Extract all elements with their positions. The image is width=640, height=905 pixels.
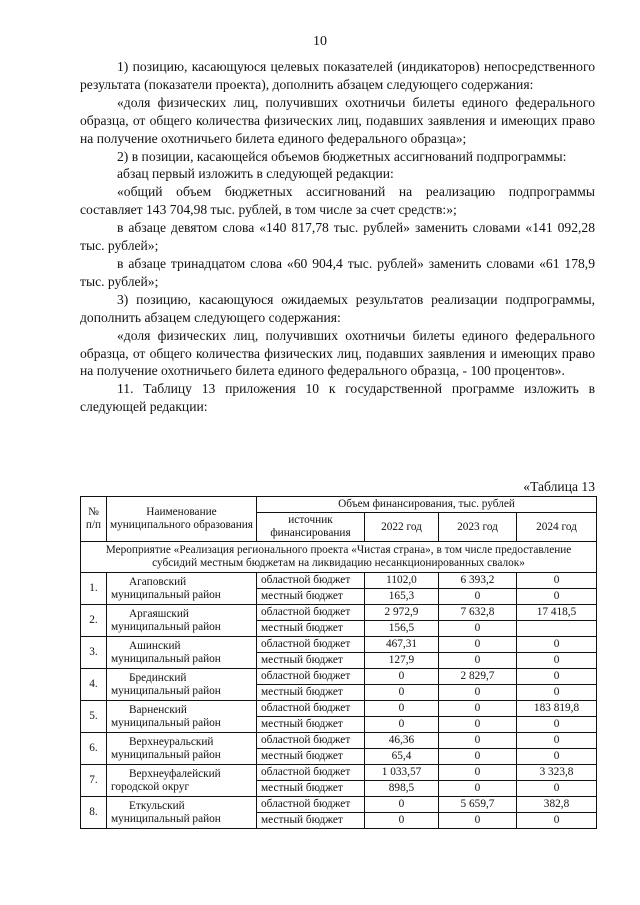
row-number: 6. — [81, 733, 107, 765]
value-2022: 1 033,57 — [365, 765, 439, 781]
municipality-name-line1: Еткульский — [129, 799, 185, 812]
header-source: источник финансирования — [257, 513, 365, 542]
value-2023: 2 829,7 — [439, 669, 517, 685]
funding-source: областной бюджет — [257, 765, 365, 781]
value-2024: 0 — [517, 573, 597, 589]
row-number: 2. — [81, 605, 107, 637]
table-row — [81, 669, 597, 685]
paragraph: в абзаце тринадцатом слова «60 904,4 тыс. рублей» заменить словами «61 178,9 тыс. рублей»; — [80, 255, 595, 289]
value-2024: 17 418,5 — [517, 605, 597, 621]
municipality-name — [107, 669, 257, 701]
funding-source: областной бюджет — [257, 733, 365, 749]
value-2022: 0 — [365, 813, 439, 829]
paragraph: 1) позицию, касающуюся целевых показателей (индикаторов) непосредственного результата (показатели проекта), дополнить абзацем следующего содержания: — [80, 59, 595, 92]
value-2022: 46,36 — [365, 733, 439, 749]
value-2024: 0 — [517, 749, 597, 765]
row-number: 7. — [81, 765, 107, 797]
value-2022: 2 972,9 — [365, 605, 439, 621]
value-2023: 5 659,7 — [439, 797, 517, 813]
value-2023: 0 — [439, 701, 517, 717]
value-2024: 0 — [517, 589, 597, 605]
municipality-name-line2: муниципальный район — [111, 716, 221, 729]
value-2022: 156,5 — [365, 621, 439, 637]
value-2024: 0 — [517, 717, 597, 733]
value-2023: 0 — [439, 733, 517, 749]
funding-source: областной бюджет — [257, 669, 365, 685]
funding-source: местный бюджет — [257, 749, 365, 765]
value-2022: 0 — [365, 717, 439, 733]
header-num: № п/п — [81, 497, 107, 542]
municipality-name-line2: муниципальный район — [111, 588, 221, 601]
value-2023: 0 — [439, 653, 517, 669]
value-2022: 65,4 — [365, 749, 439, 765]
value-2022: 467,31 — [365, 637, 439, 653]
paragraph: 2) в позиции, касающейся объемов бюджетных ассигнований подпрограммы: — [117, 148, 567, 164]
value-2022: 165,3 — [365, 589, 439, 605]
header-name: Наименование муниципального образования — [107, 497, 257, 542]
header-2023: 2023 год — [439, 513, 517, 542]
funding-source: областной бюджет — [257, 701, 365, 717]
value-2024: 0 — [517, 685, 597, 701]
paragraph: «доля физических лиц, получивших охотничьи билеты единого федерального образца, от общего количества физических лиц, подавших заявления и имеющих право на получение охотничьего билета единого федерального образца»; — [80, 94, 595, 146]
paragraph: абзац первый изложить в следующей редакции: — [117, 166, 394, 182]
municipality-name-line1: Верхнеуфалейский — [129, 767, 221, 780]
municipality-name — [107, 701, 257, 733]
funding-source: местный бюджет — [257, 589, 365, 605]
funding-source: местный бюджет — [257, 685, 365, 701]
value-2023: 0 — [439, 717, 517, 733]
paragraph: в абзаце девятом слова «140 817,78 тыс. рублей» заменить словами «141 092,28 тыс. рублей»; — [80, 220, 595, 254]
header-funding: Объем финансирования, тыс. рублей — [257, 497, 597, 513]
municipality-name-line2: муниципальный район — [111, 620, 221, 633]
paragraph: «общий объем бюджетных ассигнований на реализацию подпрограммы составляет 143 704,98 тыс. рублей, в том числе за счет средств:»; — [80, 184, 595, 218]
funding-source: местный бюджет — [257, 813, 365, 829]
municipality-name-line1: Брединский — [129, 671, 187, 684]
municipality-name — [107, 733, 257, 765]
municipality-name-line1: Ашинский — [129, 639, 181, 652]
paragraph: 11. Таблицу 13 приложения 10 к государственной программе изложить в следующей редакции: — [80, 381, 595, 415]
table-row — [81, 733, 597, 749]
value-2023: 0 — [439, 781, 517, 797]
value-2023: 7 632,8 — [439, 605, 517, 621]
funding-source: местный бюджет — [257, 621, 365, 637]
value-2024 — [517, 621, 597, 637]
value-2022: 0 — [365, 701, 439, 717]
municipality-name-line1: Верхнеуральский — [129, 735, 214, 748]
table-caption: «Таблица 13 — [523, 479, 595, 494]
funding-source: областной бюджет — [257, 797, 365, 813]
funding-source: областной бюджет — [257, 637, 365, 653]
municipality-name-line2: муниципальный район — [111, 748, 221, 761]
row-number: 4. — [81, 669, 107, 701]
value-2023: 0 — [439, 813, 517, 829]
municipality-name-line2: муниципальный район — [111, 684, 221, 697]
row-number: 5. — [81, 701, 107, 733]
table-row — [81, 797, 597, 813]
municipality-name — [107, 605, 257, 637]
funding-source: местный бюджет — [257, 717, 365, 733]
document-body — [80, 58, 595, 416]
municipality-name — [107, 573, 257, 605]
value-2022: 898,5 — [365, 781, 439, 797]
table-row — [81, 701, 597, 717]
value-2024: 0 — [517, 733, 597, 749]
section-title: Мероприятие «Реализация регионального проекта «Чистая страна», в том числе предоставление субсидий местным бюджетам на ликвидацию несанкционированных свалок» — [81, 542, 597, 573]
value-2023: 0 — [439, 685, 517, 701]
row-number: 8. — [81, 797, 107, 829]
funding-source: областной бюджет — [257, 605, 365, 621]
municipality-name-line2: муниципальный район — [111, 812, 221, 825]
funding-table — [80, 496, 597, 829]
value-2023: 0 — [439, 765, 517, 781]
value-2024: 0 — [517, 669, 597, 685]
funding-source: местный бюджет — [257, 781, 365, 797]
municipality-name-line1: Аргаяшский — [129, 607, 189, 620]
paragraph: 3) позицию, касающуюся ожидаемых результатов реализации подпрограммы, дополнить абзацем следующего содержания: — [80, 291, 595, 325]
value-2024: 382,8 — [517, 797, 597, 813]
row-number: 1. — [81, 573, 107, 605]
header-2022: 2022 год — [365, 513, 439, 542]
funding-source: местный бюджет — [257, 653, 365, 669]
value-2024: 0 — [517, 653, 597, 669]
paragraph: «доля физических лиц, получивших охотничьи билеты единого федерального образца, от общего количества физических лиц, подавших заявления и имеющих право на получение охотничьего билета единого федерального образца, - 100 процентов». — [80, 327, 595, 379]
table-row — [81, 637, 597, 653]
value-2024: 0 — [517, 781, 597, 797]
header-2024: 2024 год — [517, 513, 597, 542]
municipality-name — [107, 797, 257, 829]
value-2024: 0 — [517, 813, 597, 829]
value-2024: 0 — [517, 637, 597, 653]
value-2022: 0 — [365, 669, 439, 685]
page-number: 10 — [313, 34, 327, 49]
municipality-name-line2: городской округ — [111, 780, 190, 793]
table-row — [81, 573, 597, 589]
funding-source: областной бюджет — [257, 573, 365, 589]
municipality-name-line1: Агаповский — [129, 575, 187, 588]
value-2023: 0 — [439, 637, 517, 653]
value-2023: 0 — [439, 749, 517, 765]
value-2022: 0 — [365, 685, 439, 701]
value-2022: 0 — [365, 797, 439, 813]
value-2023: 0 — [439, 589, 517, 605]
value-2024: 3 323,8 — [517, 765, 597, 781]
municipality-name — [107, 637, 257, 669]
value-2022: 1102,0 — [365, 573, 439, 589]
value-2023: 6 393,2 — [439, 573, 517, 589]
table-row — [81, 765, 597, 781]
table-row — [81, 605, 597, 621]
municipality-name — [107, 765, 257, 797]
municipality-name-line1: Варненский — [129, 703, 187, 716]
value-2023: 0 — [439, 621, 517, 637]
row-number: 3. — [81, 637, 107, 669]
municipality-name-line2: муниципальный район — [111, 652, 221, 665]
value-2024: 183 819,8 — [517, 701, 597, 717]
value-2022: 127,9 — [365, 653, 439, 669]
